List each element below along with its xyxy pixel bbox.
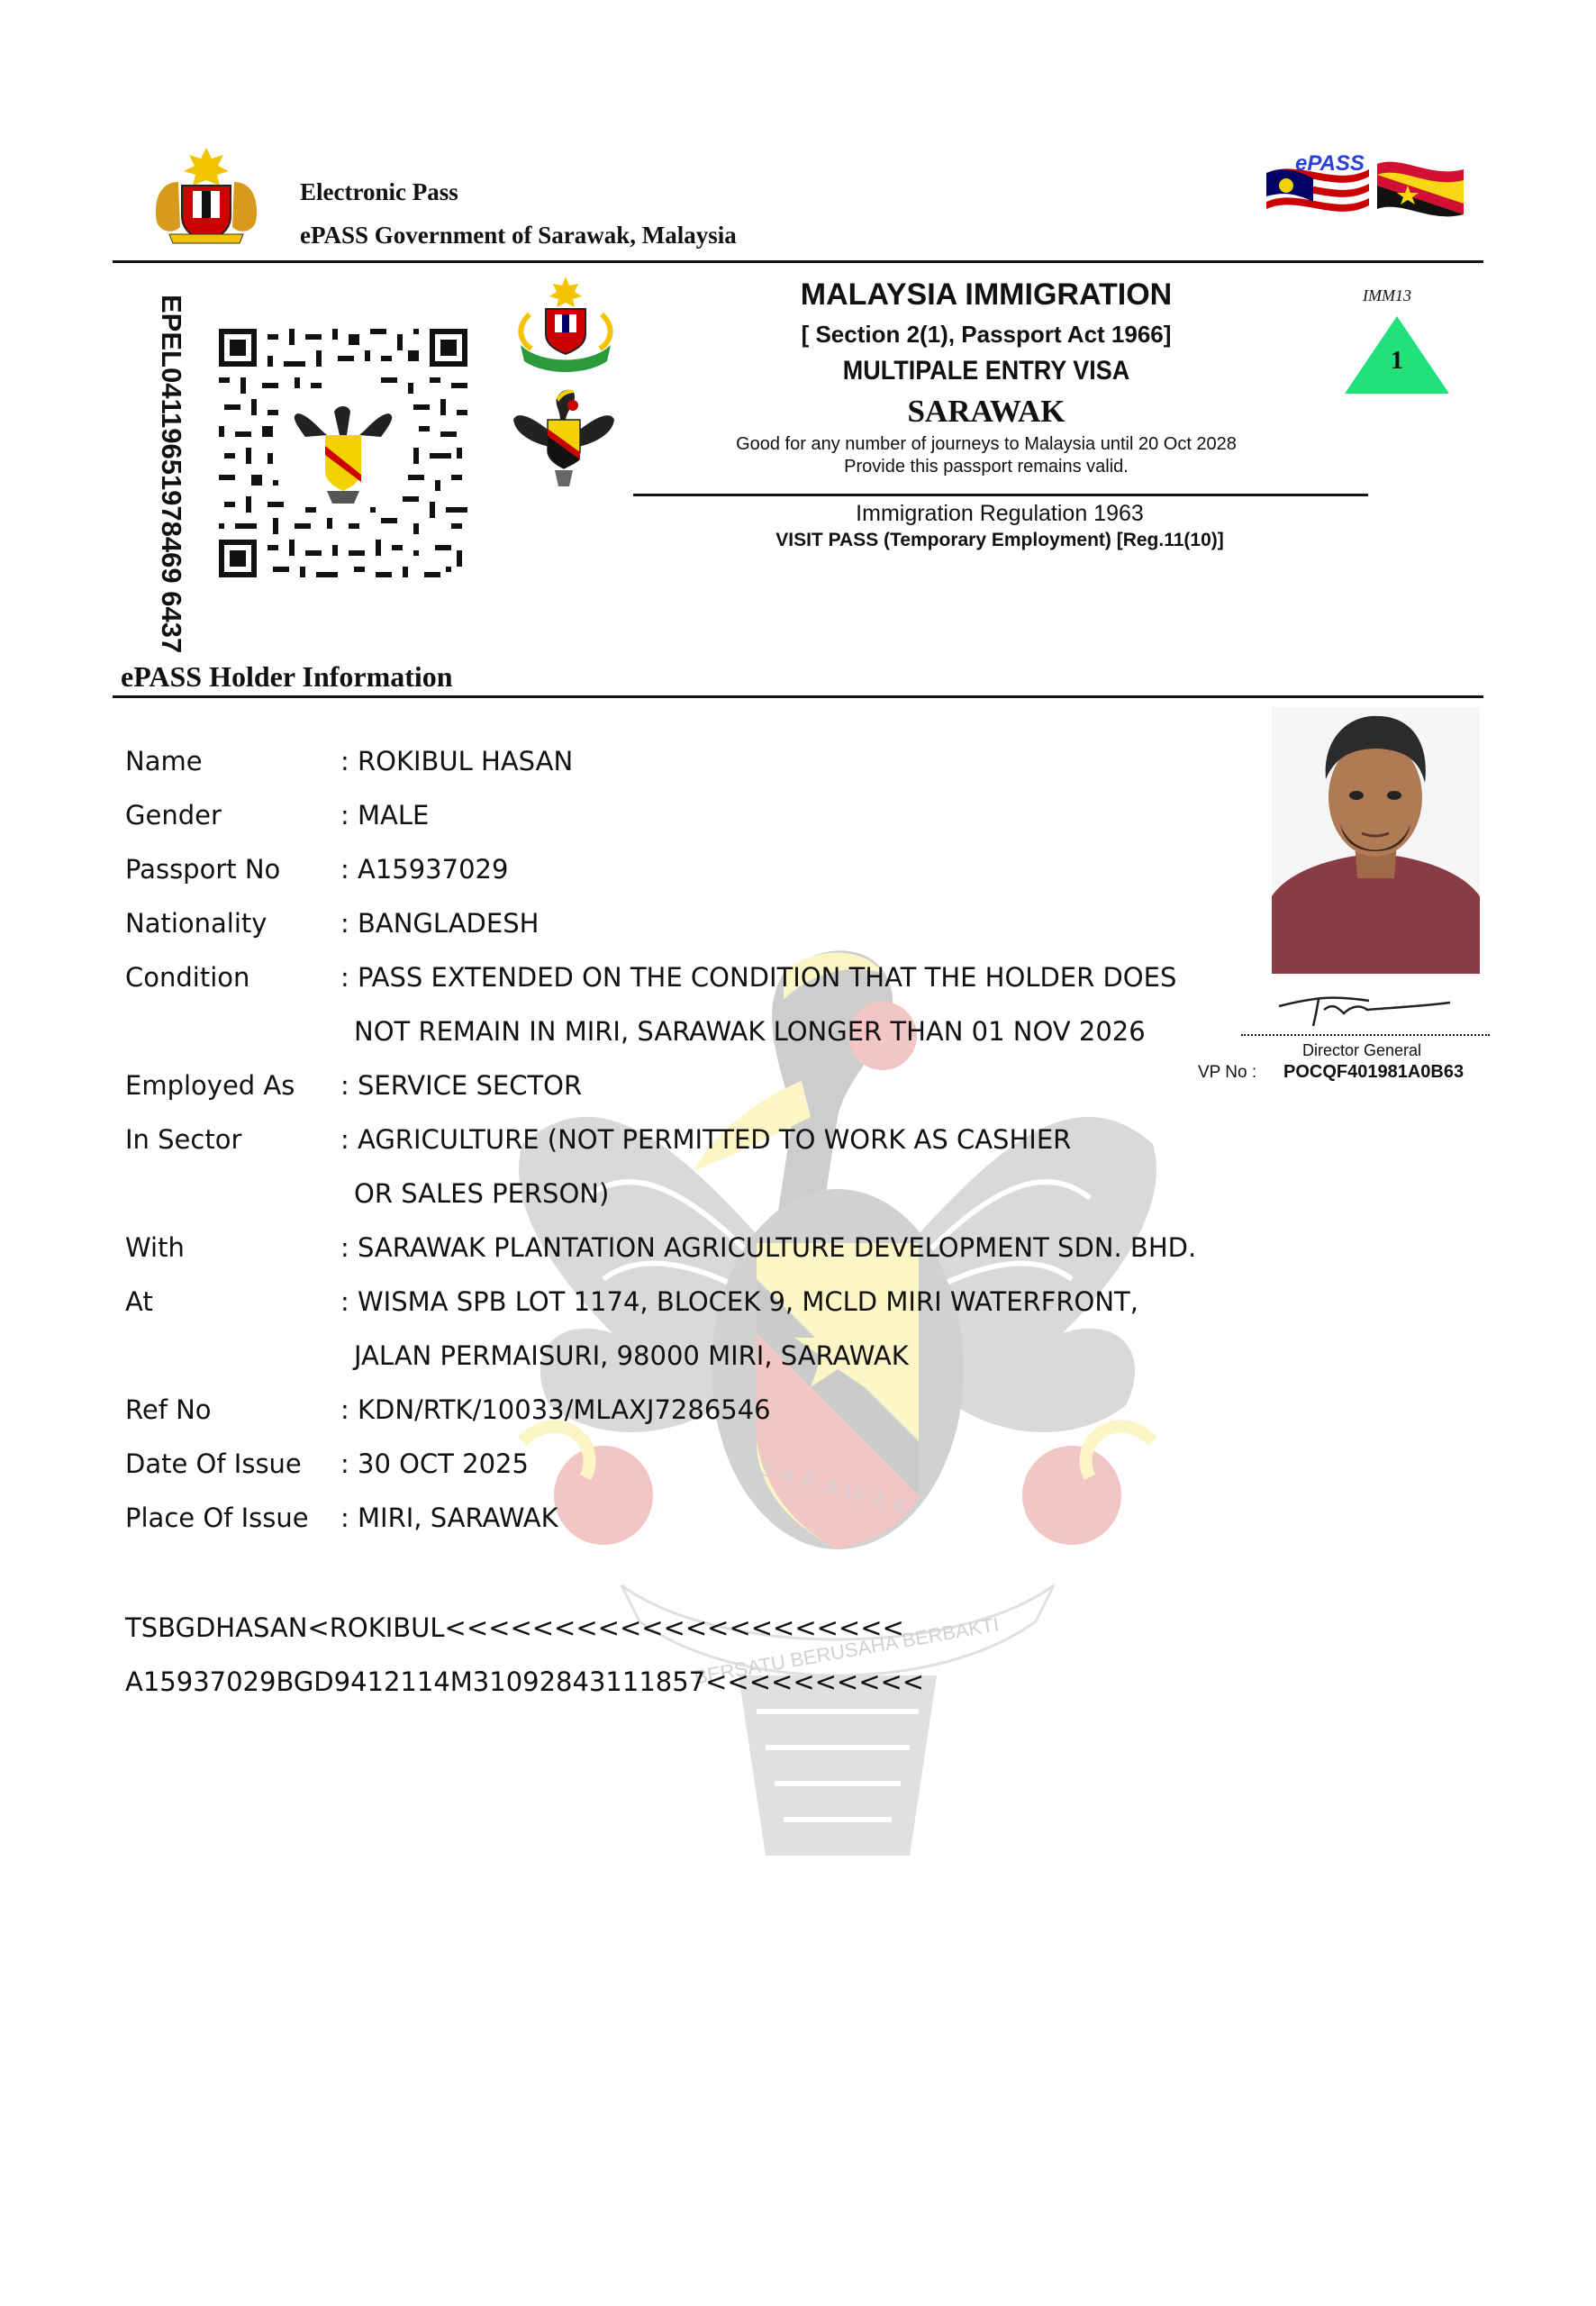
holder-ref-label: Ref No — [125, 1394, 212, 1425]
holder-gender-label: Gender — [125, 800, 222, 831]
holder-employer-label: With — [125, 1232, 185, 1263]
holder-employed-value: : SERVICE SECTOR — [340, 1070, 583, 1101]
holder-ref-value: : KDN/RTK/10033/MLAXJ7286546 — [340, 1394, 771, 1425]
holder-employer-value: : SARAWAK PLANTATION AGRICULTURE DEVELOPMENT SDN. BHD. — [340, 1232, 1197, 1263]
header-title-line1: Electronic Pass — [300, 178, 458, 205]
holder-issue-place-value: : MIRI, SARAWAK — [340, 1503, 558, 1533]
visa-heading: MALAYSIA IMMIGRATION — [800, 277, 1173, 312]
sarawak-flag — [1375, 155, 1465, 227]
section-rule — [113, 695, 1483, 698]
mrz-line2: A15937029BGD9412114M31092843111857<<<<<<<<<< — [125, 1666, 925, 1697]
holder-condition-continued: NOT REMAIN IN MIRI, SARAWAK LONGER THAN 01 NOV 2026 — [354, 1016, 1146, 1047]
holder-nationality-value: : BANGLADESH — [340, 908, 540, 939]
watermark-ribbon-text: BERSATU BERUSAHA BERBAKTI — [692, 1612, 1002, 1689]
holder-issue-date-label: Date Of Issue — [125, 1448, 302, 1479]
visa-validity-line1: Good for any number of journeys to Malaysia until 20 Oct 2028 — [736, 434, 1237, 454]
holder-condition-value: : PASS EXTENDED ON THE CONDITION THAT THE HOLDER DOES — [340, 962, 1177, 993]
holder-issue-date-value: : 30 OCT 2025 — [340, 1448, 529, 1479]
qr-code — [219, 329, 467, 577]
holder-issue-place-label: Place Of Issue — [125, 1503, 309, 1533]
visa-pass-type: VISIT PASS (Temporary Employment) [Reg.11(10)] — [775, 530, 1224, 550]
holder-address-label: At — [125, 1286, 153, 1317]
visa-entry-type: MULTIPALE ENTRY VISA — [842, 356, 1130, 386]
holder-sector-continued: OR SALES PERSON) — [354, 1178, 610, 1209]
malaysia-coat-of-arms-logo — [142, 146, 270, 247]
immigration-department-crest — [513, 275, 618, 374]
header-title-line2: ePASS Government of Sarawak, Malaysia — [300, 222, 737, 249]
sarawak-hornbill-crest — [510, 380, 618, 488]
visa-validity-line2: Provide this passport remains valid. — [844, 457, 1129, 477]
watermark-shield-text: SARAWAK — [757, 1457, 919, 1521]
holder-sector-label: In Sector — [125, 1124, 242, 1155]
visa-rule — [633, 494, 1368, 496]
epass-malaysia-logo — [1263, 151, 1373, 229]
mrz-line1: TSBGDHASAN<ROKIBUL<<<<<<<<<<<<<<<<<<<<< — [125, 1612, 904, 1643]
holder-photo — [1272, 707, 1480, 974]
vp-number-value: POCQF401981A0B63 — [1283, 1062, 1465, 1082]
visa-section: [ Section 2(1), Passport Act 1966] — [801, 321, 1172, 348]
vp-number-label: VP No : — [1198, 1063, 1257, 1082]
holder-name-value: : ROKIBUL HASAN — [340, 746, 574, 776]
signature-title: Director General — [1302, 1041, 1422, 1059]
holder-address-continued: JALAN PERMAISURI, 98000 MIRI, SARAWAK — [354, 1340, 909, 1371]
holder-nationality-label: Nationality — [125, 908, 268, 939]
section-title: ePASS Holder Information — [121, 660, 453, 693]
form-code: IMM13 — [1363, 286, 1411, 304]
holder-passport-value: : A15937029 — [340, 854, 509, 885]
holder-condition-label: Condition — [125, 962, 250, 993]
entry-count-number: 1 — [1391, 347, 1403, 375]
director-signature — [1261, 986, 1459, 1031]
holder-name-label: Name — [125, 746, 203, 776]
visa-regulation: Immigration Regulation 1963 — [856, 501, 1144, 526]
holder-sector-value: : AGRICULTURE (NOT PERMITTED TO WORK AS CASHIER — [340, 1124, 1072, 1155]
vertical-serial-code: EPEL04119651978469 6437 — [156, 295, 187, 654]
entry-count-badge — [1343, 314, 1451, 395]
epass-logo-text: ePASS — [1295, 151, 1365, 176]
holder-employed-label: Employed As — [125, 1070, 295, 1101]
header-rule — [113, 260, 1483, 263]
signature-dotted-line — [1241, 1034, 1490, 1036]
holder-address-value: : WISMA SPB LOT 1174, BLOCEK 9, MCLD MIRI WATERFRONT, — [340, 1286, 1138, 1317]
holder-gender-value: : MALE — [340, 800, 430, 831]
visa-state: SARAWAK — [907, 394, 1066, 429]
holder-passport-label: Passport No — [125, 854, 281, 885]
